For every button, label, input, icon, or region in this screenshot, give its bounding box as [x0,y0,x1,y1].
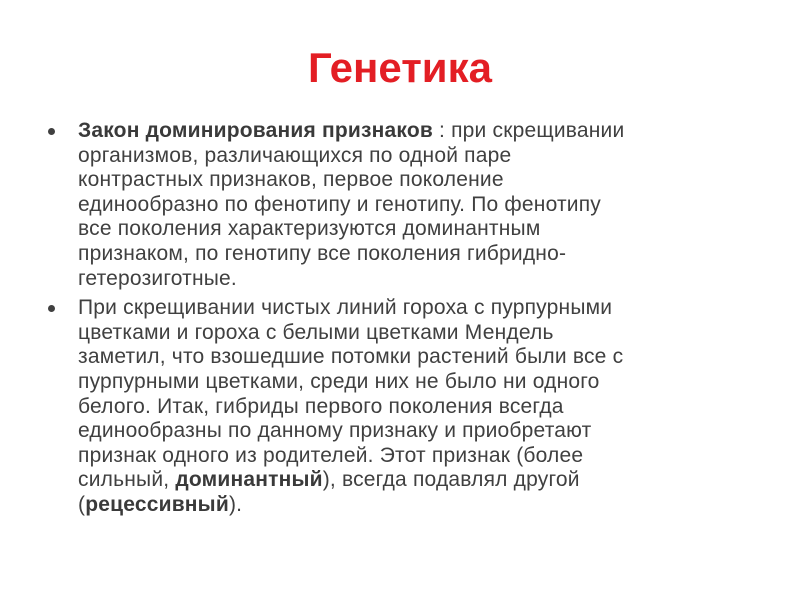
bold-term-dominant: доминантный [175,468,323,492]
text-line [78,493,768,518]
text-line: единообразны по данному признаку и приобретают [78,419,592,443]
text-line: организмов, различающихся по одной паре [78,143,512,167]
text-fragment: ( [78,492,86,516]
text-line: признаком, по генотипу все поколения гибридно- [78,241,567,265]
text-fragment: ). [228,492,243,516]
bullet-item-dominance-law [48,119,768,291]
text-line: все поколения характеризуются доминантным [78,217,541,241]
text-line: пурпурными цветками, среди них не было ни одного [78,369,600,393]
text-fragment: сильный, [78,468,176,492]
text-line: единообразно по фенотипу и генотипу. По фенотипу [78,192,602,216]
bold-term-recessive: рецессивный [85,492,229,516]
text-line [78,468,768,493]
text-line: заметил, что взошедшие потомки растений были все с [78,345,624,369]
bullet-list [48,119,768,518]
bullet-dot-icon [48,305,55,312]
text-fragment: ), всегда подавлял другой [322,468,580,492]
slide-title: Генетика [308,44,492,91]
text-line: признак одного из родителей. Этот признак (более [78,443,584,467]
text-line: белого. Итак, гибриды первого поколения всегда [78,394,564,418]
text-line [78,119,768,144]
bullet-item-mendel-experiment [48,296,768,517]
bold-term: Закон доминирования признаков [78,119,433,142]
text-line: контрастных признаков, первое поколение [78,168,504,192]
text-line: цветками и гороха с белыми цветками Мендель [78,320,554,344]
text-line: гетерозиготные. [78,266,237,290]
text-fragment: : при скрещивании [432,119,625,142]
text-line: При скрещивании чистых линий гороха с пурпурными [78,296,613,320]
bullet-dot-icon [48,128,55,135]
